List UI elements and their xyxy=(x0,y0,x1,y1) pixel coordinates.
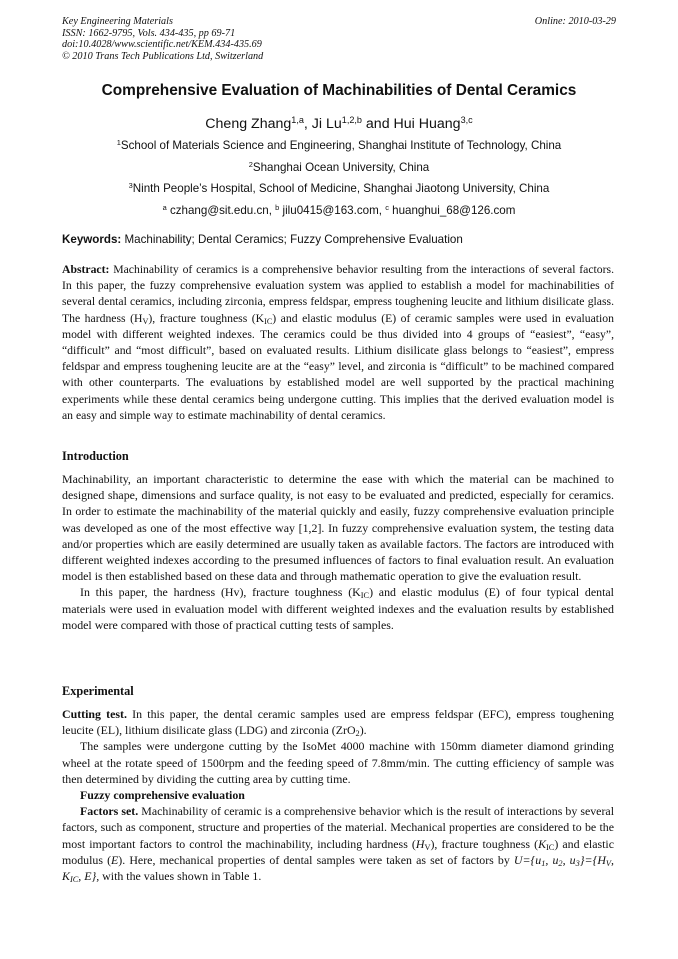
subscript: 1 xyxy=(541,858,546,868)
subscript: V xyxy=(142,316,149,326)
subscript: 2 xyxy=(355,729,360,739)
section-heading-introduction: Introduction xyxy=(62,449,129,463)
affiliation-text: Shanghai Ocean University, China xyxy=(252,161,430,174)
email-mark: c xyxy=(385,202,389,212)
run-in-heading: Cutting test. xyxy=(62,707,127,721)
author-name: Hui Huang xyxy=(393,116,461,132)
affiliation-mark: 1 xyxy=(116,137,121,147)
math-text: , E}, xyxy=(78,869,100,884)
math-text: , K xyxy=(62,852,614,884)
run-in-heading: Factors set. xyxy=(80,804,139,819)
paragraph-text: In this paper, the dental ceramic samples used are empress feldspar (EFC), empress toughening leucite (EL), lithium disilicate glass (LDG) and zirconia (ZrO xyxy=(62,707,614,738)
affiliation-text: Ninth People’s Hospital, School of Medicine, Shanghai Jiaotong University, China xyxy=(132,182,550,195)
paragraph xyxy=(62,706,614,738)
math-var: E xyxy=(111,852,119,867)
paragraph-text: ) and elastic modulus (E) of four typical dental materials were used in evaluation model with different weighted indexes and the evaluation results by established model were compared with those of practical cutting tests of samples. xyxy=(62,585,614,632)
subscript: V xyxy=(424,842,431,852)
paragraph-text: ). xyxy=(359,723,367,738)
affiliation-2 xyxy=(62,161,616,174)
subscript: V xyxy=(605,858,612,868)
affiliation-3 xyxy=(62,182,616,195)
subscript: IC xyxy=(546,842,555,852)
author-list xyxy=(62,116,616,132)
keywords-label: Keywords: xyxy=(62,233,122,246)
subscript: 3 xyxy=(575,858,580,868)
abstract-label: Abstract: xyxy=(62,263,110,276)
paragraph: Machinability, an important characteristic to determine the ease with which the material can be machined to designed shape, dimensions and surface quality, is not easy to be evaluated and predicted, especially for ceramics. In order to estimate the machinability of the material quickly and easily, fuzzy comprehensive evaluation principle was developed as one of the most effective way [1,2]. In fuzzy comprehensive evaluation system, the testing data and/or properties which are easily determined are usually taken as available factors. The factors are introduced with different weighted indexes according to the presumed influences of factors to final evaluation result. An evaluation model is then established based on these data and through mathematic operation to give the evaluation result. xyxy=(62,472,614,584)
paragraph-text: ). Here, mechanical properties of dental samples were taken as set of factors by xyxy=(118,852,514,867)
journal-issn: ISSN: 1662-9795, Vols. 434-435, pp 69-71 xyxy=(62,27,236,39)
email-link[interactable]: huanghui_68@126.com xyxy=(392,204,516,217)
affiliation-1 xyxy=(62,139,616,152)
subsection-heading-fuzzy: Fuzzy comprehensive evaluation xyxy=(80,788,245,803)
abstract-text: ), fracture toughness (K xyxy=(148,311,265,325)
experimental-body xyxy=(62,706,614,884)
email-mark: a xyxy=(162,202,167,212)
paragraph-text: with the values shown in Table 1. xyxy=(99,869,262,884)
journal-copyright: © 2010 Trans Tech Publications Ltd, Switzerland xyxy=(62,50,264,62)
author-emails xyxy=(62,204,616,217)
keywords-text: Machinability; Dental Ceramics; Fuzzy Comprehensive Evaluation xyxy=(124,233,463,246)
abstract-text: ) and elastic modulus (E) of ceramic samples were used in evaluation model with different weighted indexes. The ceramics could be thus divided into 4 groups of “easiest”, “easy”, “difficult” and “most difficult”, based on evaluated results. Lithium disilicate glass belongs to “easiest”, empress feldspar and empress toughening leucite are at the “easy” level, and zirconia is “difficult” to be machined compared with other counterparts. The evaluations by established model are well supported by the practical machining experiments while these dental ceramics being undergone cutting. This implies that the derived evaluation model is an easy and simple way to estimate machinability of dental ceramics. xyxy=(62,311,614,422)
paper-title: Comprehensive Evaluation of Machinabilities of Dental Ceramics xyxy=(101,82,577,99)
paragraph-text: Machinability of ceramic is a comprehensive behavior which is the result of interactions by several factors, such as component, structure and properties of the material. Mechanical properties are considered to be the most important factors to control the machinability, including hardness ( xyxy=(62,804,614,851)
author-name: Cheng Zhang xyxy=(205,116,292,132)
journal-doi: doi:10.4028/www.scientific.net/KEM.434-435.69 xyxy=(62,39,262,51)
subscript: 2 xyxy=(558,858,563,868)
math-text: , u xyxy=(545,852,559,867)
paragraph: The samples were undergone cutting by the IsoMet 4000 machine with 150mm diameter diamond grinding wheel at the rotate speed of 1500rpm and the feeding speed of 7.8mm/min. The cutting efficiency of sample was then determined by dividing the cutting area by cutting time. xyxy=(62,739,614,786)
email-link[interactable]: jilu0415@163.com, xyxy=(282,204,386,217)
math-text: U={u xyxy=(513,852,542,867)
journal-header xyxy=(62,16,616,62)
journal-name: Key Engineering Materials xyxy=(62,16,173,27)
abstract xyxy=(62,262,614,424)
keywords xyxy=(62,233,616,246)
author-affiliation-mark: 3,c xyxy=(460,115,473,126)
paragraph-text: In this paper, the hardness (Hv), fracture toughness (K xyxy=(80,585,361,600)
author-affiliation-mark: 1,a xyxy=(291,115,304,126)
paragraph xyxy=(62,803,614,884)
online-date: Online: 2010-03-29 xyxy=(534,16,616,27)
author-separator: and xyxy=(361,116,394,132)
section-heading-experimental: Experimental xyxy=(62,684,134,698)
subscript: IC xyxy=(69,875,79,885)
subscript: IC xyxy=(264,316,273,326)
affiliation-mark: 3 xyxy=(128,180,133,190)
paragraph xyxy=(62,584,614,633)
paragraph-text: ), fracture toughness ( xyxy=(430,836,539,851)
subscript: IC xyxy=(360,591,370,601)
affiliation-mark: 2 xyxy=(248,159,253,169)
paragraph-text: ) and elastic modulus ( xyxy=(62,836,614,867)
abstract-text: Machinability of ceramics is a comprehensive behavior resulting from the interactions of several factors. In this paper, the fuzzy comprehensive evaluation system was applied to establish a model for machinabilities of several dental ceramics, including zirconia, empress feldspar, empress toughening leucite and lithium disilicate glass. The hardness (H xyxy=(62,263,615,325)
author-name: Ji Lu xyxy=(311,116,342,132)
email-mark: b xyxy=(275,202,280,212)
author-separator: , xyxy=(303,116,312,132)
email-link[interactable]: czhang@sit.edu.cn, xyxy=(169,204,276,217)
introduction-body xyxy=(62,471,614,633)
math-text: , u xyxy=(562,852,576,867)
affiliation-text: School of Materials Science and Engineering, Shanghai Institute of Technology, China xyxy=(120,139,562,152)
math-var: H xyxy=(415,836,425,851)
math-var: K xyxy=(538,836,547,851)
math-text: }={H xyxy=(579,852,606,867)
author-affiliation-mark: 1,2,b xyxy=(341,115,362,126)
